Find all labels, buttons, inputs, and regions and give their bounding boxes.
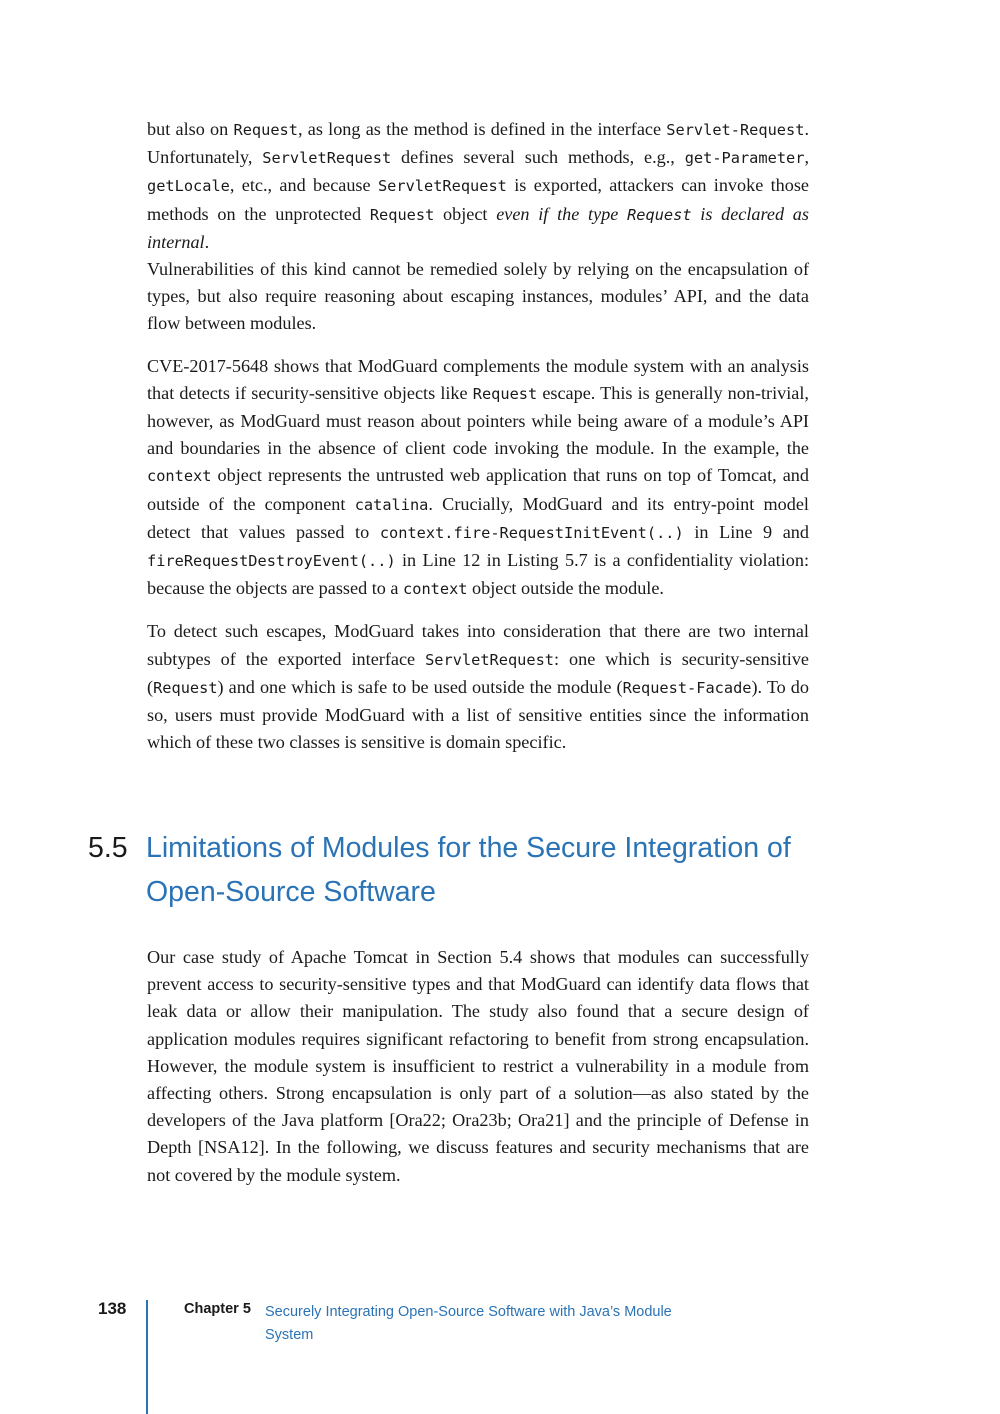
code-fire-request-destroy-event: fireRequestDestroyEvent(..) [147,552,396,571]
code-request: Request [472,384,538,403]
code-servletrequest: ServletRequest [425,650,554,669]
code-request: Request [153,678,218,697]
section-number: 5.5 [88,832,128,864]
code-servletrequest: ServletRequest [377,177,507,196]
code-context: context [147,467,212,486]
code-request-facade: Request-Facade [622,678,752,697]
paragraph-2: Vulnerabilities of this kind cannot be remedied solely by relying on the encapsulation of types, but also require reasoning about escaping instances, modules’ API, and the data flow between modules. [147,259,809,334]
paragraph-4: To detect such escapes, ModGuard takes into consideration that there are two internal subtypes of the exported interface ServletRequest: one which is security-sensitive (Request) and one which is safe to be used outside the module (Request-Facade). To do so, users must provide ModGuard with a list of sensitive entities since the information which of these two classes is sensitive is domain specific. [147,621,810,753]
emphasis: even if the type Request is declared as internal [147,203,809,252]
paragraph-3: CVE-2017-5648 shows that ModGuard complements the module system with an analysis that detects if security-sensitive objects like Request escape. This is generally non-trivial, however, as ModGuard must reason about pointers while being aware of a module’s API and boundaries in the absence of client code invoking the module. In the example, the context object represents the untrusted web application that runs on top of Tomcat, and outside of the component catalina. Crucially, ModGuard and its entry-point model detect that values passed to context.fire-RequestInitEvent(..) in Line 9 and fireRequestDestroyEvent(..) in Line 12 in Listing 5.7 is a confidentiality violation: because the objects are passed to a context object outside the module. [147,355,809,599]
paragraph-1: but also on Request, as long as the method is defined in the interface Servlet-Request. Unfortunately, ServletRequest defines several such methods, e.g., get-Parameter, getLocale, etc., and because ServletRequest is exported, attackers can invoke those methods on the unprotected Request object even if the type Request is declared as internal. [147,119,810,252]
section-title: Limitations of Modules for the Secure Integration of Open-Source Software [146,832,791,908]
page-number: 138 [98,1299,127,1318]
code-getlocale: getLocale [147,177,230,196]
body-text-top [147,116,809,756]
code-servlet-request: Servlet-Request [666,121,805,139]
code-catalina: catalina [354,495,429,514]
code-request: Request [233,121,298,139]
code-servletrequest: ServletRequest [262,149,392,168]
footer-chapter-title: Securely Integrating Open-Source Software with Java’s Module System [265,1304,672,1343]
footer-divider [146,1300,148,1414]
code-request: Request [369,205,435,224]
footer-chapter-label: Chapter 5 [184,1301,251,1317]
paragraph-5: Our case study of Apache Tomcat in Section 5.4 shows that modules can successfully prevent access to security-sensitive types and that ModGuard can identify data flows that leak data or allow their manipulation. The study also found that a secure design of application modules requires significant refactoring to benefit from strong encapsulation. However, the module system is insufficient to restrict a vulnerability in a module from affecting others. Strong encapsulation is only part of a solution—as also stated by the developers of the Java platform [Ora22; Ora23b; Ora21] and the principle of Defense in Depth [NSA12]. In the following, we discuss features and security mechanisms that are not covered by the module system. [147,947,809,1185]
body-text-bottom [147,944,809,1189]
code-context: context [403,580,468,599]
code-getparameter: get-Parameter [684,149,805,168]
code-request: Request [627,205,692,224]
code-fire-request-init-event: context.fire-RequestInitEvent(..) [379,523,684,542]
